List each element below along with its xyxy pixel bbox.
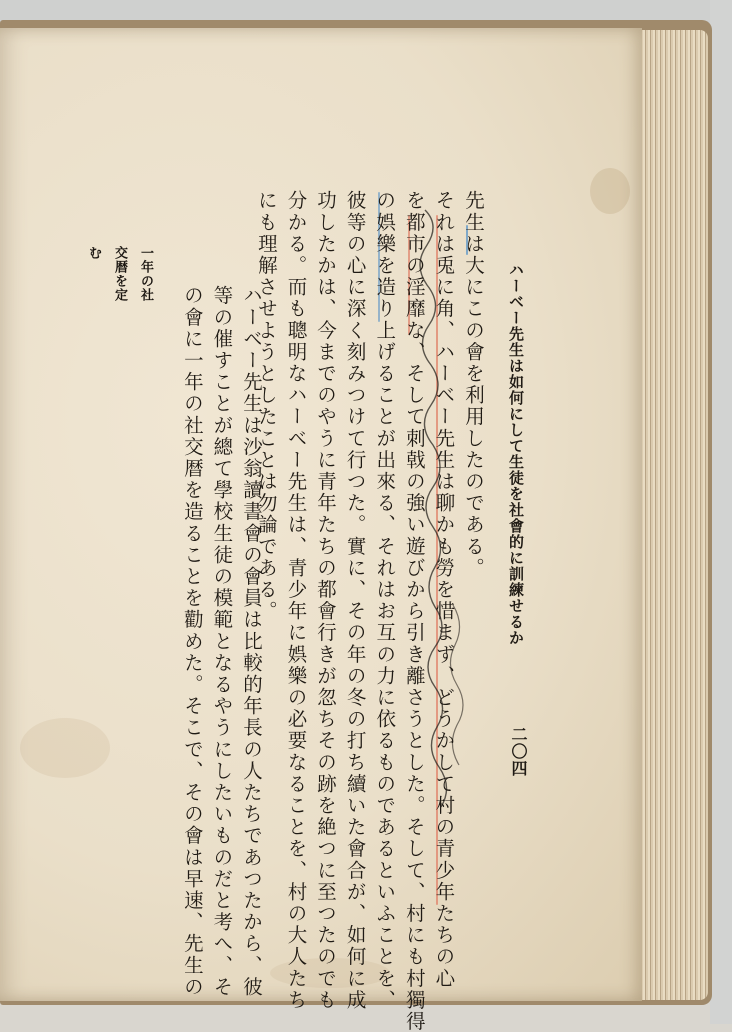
text-line: 分かる。而も聰明なハーベー先生は、青少年に娯樂の必要なることを、村の大人たち <box>284 190 308 1011</box>
text-line: ハーベー先生は沙翁讀書會の會員は比較的年長の人たちであつたから、彼 <box>240 285 263 998</box>
text-line: の會に一年の社交暦を造ることを勸めた。そこで、その會は早速、先生の <box>180 285 204 998</box>
paper-stain <box>20 718 110 778</box>
body-text-block-2 <box>177 285 266 998</box>
text-line: 彼等の心に深く刻みつけて行つた。實に、その年の冬の打ち續いた會合が、如何に成 <box>343 190 367 1011</box>
text-line: 功したかは、今までのやうに青年たちの都會行きが忽ちその跡を絶つに至つたのでも <box>314 190 338 1011</box>
side-heading-line: 交暦を定 <box>112 246 127 302</box>
text-line: 等の催すことが總て學校生徒の模範となるやうにしたいものだと考へ、そ <box>210 285 234 998</box>
side-heading-line: 一年の社 <box>138 246 153 302</box>
scanner-background-right <box>710 0 732 1024</box>
page-number: 二〇四 <box>509 726 528 777</box>
text-line: 先生は大にこの會を利用したのである。 <box>462 190 485 579</box>
text-line: の娯樂を造り上げることが出來る、それはお互の力に依るものであるといふことを、 <box>373 190 397 1011</box>
text-line: にも理解させようとしたことは勿論である。 <box>254 190 278 622</box>
side-heading-line: む <box>86 246 101 260</box>
text-line: を都市の淫靡な、そして刺戟の強い遊びから引き離さうとした。そして、村にも村獨得 <box>402 190 426 1032</box>
paper-stain <box>590 168 630 214</box>
running-head: ハーベー先生は如何にして生徒を社會的に訓練せるか <box>507 262 525 646</box>
text-line: それは兎に角、ハーベー先生は聊かも勞を惜まず、どうかして村の青少年たちの心 <box>432 190 456 990</box>
